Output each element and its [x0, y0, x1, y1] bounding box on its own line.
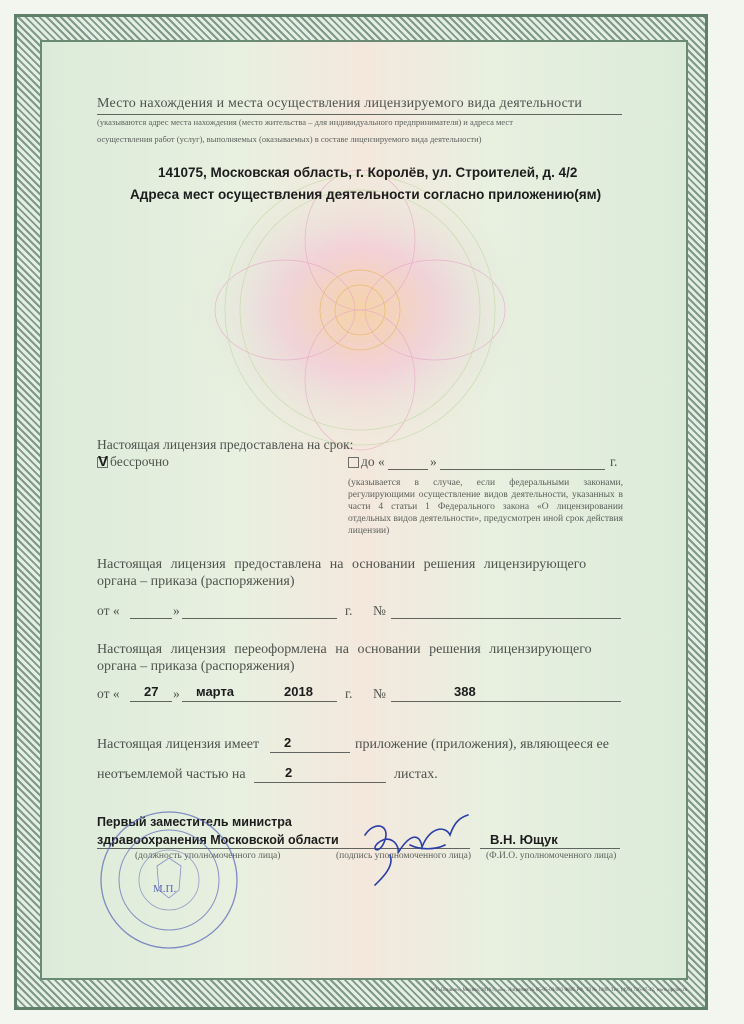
reissue-day: 27 — [144, 684, 159, 699]
location-heading: Место нахождения и места осуществления лицензируемого вида деятельности — [97, 96, 583, 111]
basis-year: г. — [345, 603, 353, 618]
reissue-heading-1: Настоящая лицензия переоформлена на основании решения лицензирующего — [97, 642, 592, 657]
term-indefinite: бессрочно — [110, 454, 169, 469]
print-footer: АО «Опцион», Москва, 2016 г., «Б». Лицензия № 05-05-09/003 ФНС РФ, ТЗ № 1208. Тел. (495) 726-47-42, www.opcion.ru — [430, 988, 688, 993]
signer-position-2: здравоохранения Московской области — [97, 833, 339, 847]
signer-position-1: Первый заместитель министра — [97, 815, 292, 829]
basis-from: от « — [97, 603, 120, 618]
security-rosette — [180, 170, 540, 460]
location-line — [97, 114, 622, 115]
appendix-count-line — [270, 752, 350, 753]
basis-number-label: № — [373, 603, 386, 618]
address: 141075, Московская область, г. Королёв, ул. Строителей, д. 4/2 — [158, 165, 578, 180]
term-note: (указывается в случае, если федеральными законами, регулирующими осуществление видов деятельности, указанных в части 4 статьи 1 Федерального закона «О лицензировании отдельных видов деятельности», предусмотрен иной срок действия лицензии) — [348, 478, 623, 536]
term-until-close: » — [430, 454, 437, 469]
basis-day-line — [130, 618, 172, 619]
signer-name-line — [480, 848, 620, 849]
signature — [350, 805, 480, 890]
location-note-1: (указываются адрес места нахождения (место жительства – для индивидуального предпринимателя) и адреса мест — [97, 117, 513, 127]
reissue-month: марта — [196, 684, 235, 699]
basis-heading-1: Настоящая лицензия предоставлена на основании решения лицензирующего — [97, 557, 587, 572]
appendix-text-2: приложение (приложения), являющееся ее — [355, 737, 609, 752]
term-day-line — [388, 469, 428, 470]
term-year-suffix: г. — [610, 454, 618, 469]
reissue-close: » — [173, 686, 180, 701]
term-date-line — [440, 469, 605, 470]
basis-close: » — [173, 603, 180, 618]
reissue-day-line — [130, 701, 172, 702]
until-checkbox — [348, 457, 359, 468]
stamp-text: М.П. — [153, 883, 177, 895]
basis-number-line — [391, 618, 621, 619]
appendix-text-1: Настоящая лицензия имеет — [97, 737, 260, 752]
official-seal — [97, 808, 242, 953]
signer-position-caption: (должность уполномоченного лица) — [135, 851, 281, 861]
location-note-2: осуществления работ (услуг), выполняемых (оказываемых) в составе лицензируемого вида деятельности) — [97, 134, 482, 144]
address-appendix: Адреса мест осуществления деятельности согласно приложению(ям) — [130, 187, 602, 202]
reissue-from: от « — [97, 686, 120, 701]
term-heading: Настоящая лицензия предоставлена на срок: — [97, 437, 354, 452]
reissue-number-label: № — [373, 686, 386, 701]
reissue-year-value: 2018 — [284, 684, 313, 699]
appendix-sheets-line — [254, 782, 386, 783]
basis-date-line — [182, 618, 337, 619]
appendix-sheets: 2 — [285, 765, 293, 780]
signature-caption: (подпись уполномоченного лица) — [336, 851, 472, 861]
appendix-text-4: листах. — [394, 767, 438, 782]
appendix-text-3: неотъемлемой частью на — [97, 767, 246, 782]
reissue-number: 388 — [454, 684, 476, 699]
basis-heading-2: органа – приказа (распоряжения) — [97, 574, 295, 589]
reissue-year: г. — [345, 686, 353, 701]
check-mark: V — [98, 453, 109, 470]
appendix-count: 2 — [284, 735, 292, 750]
reissue-heading-2: органа – приказа (распоряжения) — [97, 659, 295, 674]
signer-name-caption: (Ф.И.О. уполномоченного лица) — [486, 851, 617, 861]
term-until-prefix: до « — [361, 454, 385, 469]
reissue-date-line — [182, 701, 337, 702]
reissue-number-line — [391, 701, 621, 702]
signer-name: В.Н. Ющук — [490, 832, 558, 847]
